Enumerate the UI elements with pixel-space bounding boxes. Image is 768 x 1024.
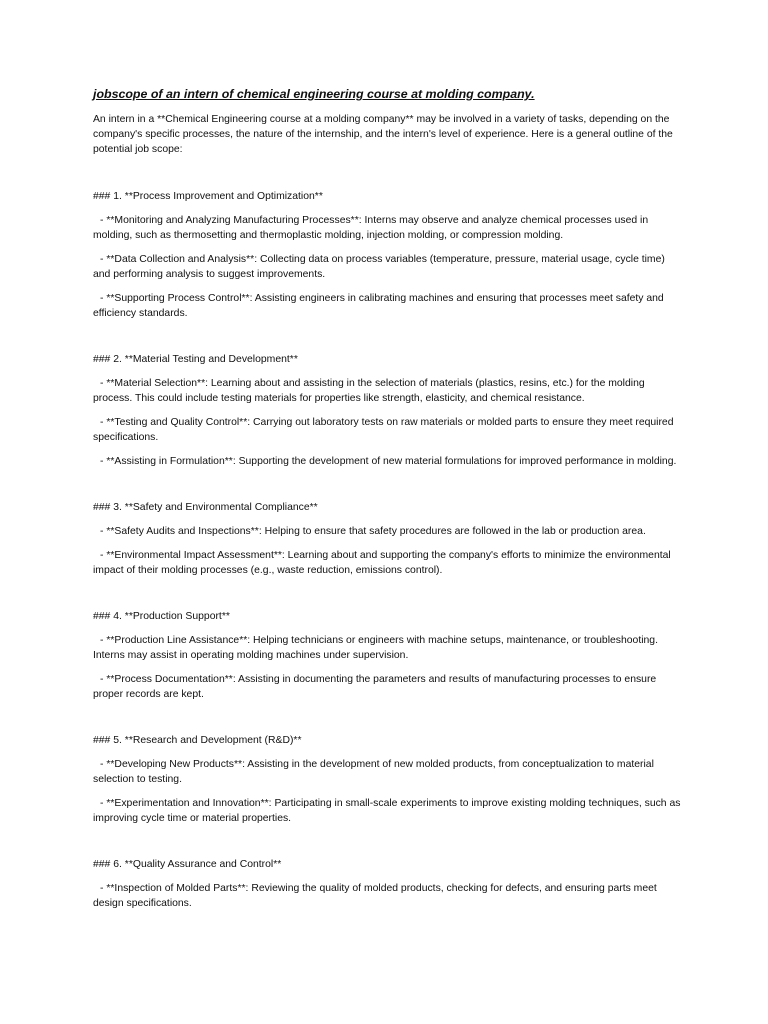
bullet-text: - **Inspection of Molded Parts**: Reviewing the quality of molded products, checking for defects, and ensuring parts meet design specifications. <box>93 883 657 909</box>
bullet-item <box>93 213 683 243</box>
bullet-text: - **Material Selection**: Learning about and assisting in the selection of materials (plastics, resins, etc.) for the molding process. This could include testing materials for properties like strength, elasticity, and chemical resistance. <box>93 378 645 404</box>
bullet-text: - **Experimentation and Innovation**: Participating in small-scale experiments to improve existing molding techniques, such as improving cycle time or material properties. <box>93 798 681 824</box>
bullet-text: - **Testing and Quality Control**: Carrying out laboratory tests on raw materials or molded parts to ensure they meet required specifications. <box>93 417 674 443</box>
bullet-item <box>93 881 683 911</box>
section-heading: ### 2. **Material Testing and Development** <box>93 354 298 365</box>
bullet-text: - **Supporting Process Control**: Assisting engineers in calibrating machines and ensuring that processes meet safety and efficiency standards. <box>93 293 664 319</box>
intro-paragraph: An intern in a **Chemical Engineering course at a molding company** may be involved in a variety of tasks, depending on the company's specific processes, the nature of the internship, and the intern's level of experience. Here is a general outline of the potential job scope: <box>93 114 673 155</box>
section-1 <box>93 189 683 321</box>
bullet-text: - **Developing New Products**: Assisting in the development of new molded products, from conceptualization to material selection to testing. <box>93 759 654 785</box>
section-heading: ### 1. **Process Improvement and Optimization** <box>93 191 323 202</box>
section-heading: ### 5. **Research and Development (R&D)** <box>93 735 302 746</box>
section-heading: ### 6. **Quality Assurance and Control** <box>93 859 282 870</box>
bullet-text: - **Environmental Impact Assessment**: Learning about and supporting the company's efforts to minimize the environmental impact of their molding processes (e.g., waste reduction, emissions control). <box>93 550 671 576</box>
document-title: jobscope of an intern of chemical engineering course at molding company. <box>93 87 535 101</box>
section-heading: ### 4. **Production Support** <box>93 611 230 622</box>
bullet-text: - **Data Collection and Analysis**: Collecting data on process variables (temperature, pressure, material usage, cycle time) and performing analysis to suggest improvements. <box>93 254 665 280</box>
bullet-text: - **Assisting in Formulation**: Supporting the development of new material formulations for improved performance in molding. <box>100 456 677 467</box>
bullet-text: - **Process Documentation**: Assisting in documenting the parameters and results of manufacturing processes to ensure proper records are kept. <box>93 674 657 700</box>
document-page <box>93 86 683 942</box>
bullet-item <box>93 524 683 539</box>
bullet-item <box>93 796 683 826</box>
bullet-item <box>93 376 683 406</box>
bullet-item <box>93 548 683 578</box>
bullet-item <box>93 252 683 282</box>
section-5 <box>93 733 683 826</box>
bullet-item <box>93 672 683 702</box>
bullet-item <box>93 291 683 321</box>
bullet-item <box>93 415 683 445</box>
section-4 <box>93 609 683 702</box>
section-6 <box>93 857 683 911</box>
bullet-text: - **Production Line Assistance**: Helping technicians or engineers with machine setups, maintenance, or troubleshooting. Interns may assist in operating molding machines under supervision. <box>93 635 658 661</box>
bullet-text: - **Safety Audits and Inspections**: Helping to ensure that safety procedures are followed in the lab or production area. <box>100 526 646 537</box>
section-3 <box>93 500 683 578</box>
bullet-item <box>93 633 683 663</box>
bullet-item <box>93 454 683 469</box>
bullet-item <box>93 757 683 787</box>
section-2 <box>93 352 683 469</box>
bullet-text: - **Monitoring and Analyzing Manufacturing Processes**: Interns may observe and analyze chemical processes used in molding, such as thermosetting and thermoplastic molding, injection molding, or compression molding. <box>93 215 649 241</box>
section-heading: ### 3. **Safety and Environmental Compliance** <box>93 502 318 513</box>
